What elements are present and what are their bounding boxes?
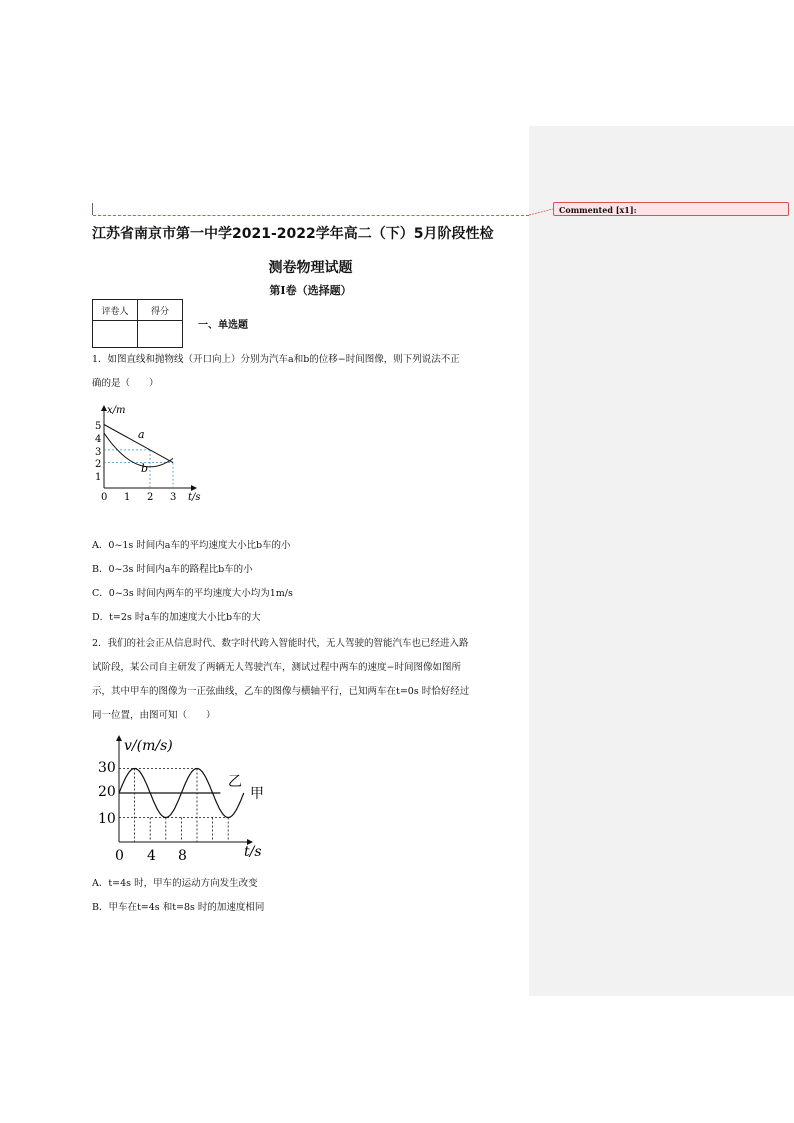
volume-heading: 第I卷（选择题） [269, 284, 352, 297]
q1-label-b: b [141, 462, 149, 475]
q1-x-tick-1: 1 [124, 492, 131, 503]
q2-option-b[interactable]: B．甲车在t=4s 和t=8s 时的加速度相同 [92, 902, 265, 913]
q2-x-tick-0: 0 [115, 848, 124, 864]
q1-chart [92, 402, 212, 506]
q2-stem-line3: 示，其中甲车的图像为一正弦曲线，乙车的图像与横轴平行，已知两车在t=0s 时恰好经过 [92, 686, 470, 697]
q2-y-tick-30: 30 [98, 760, 116, 776]
q1-y-tick-1: 1 [95, 472, 102, 483]
q1-x-tick-3: 3 [170, 492, 177, 503]
score-table-header-grader: 评卷人 [93, 300, 138, 321]
doc-title-line2: 测卷物理试题 [268, 260, 353, 276]
q1-y-tick-5: 5 [95, 421, 102, 432]
q1-ylabel: x/m [107, 405, 126, 416]
q1-x-tick-0: 0 [101, 492, 108, 503]
q2-x-tick-4: 4 [147, 848, 156, 864]
q1-label-a: a [138, 428, 145, 441]
q2-xlabel: t/s [244, 844, 262, 860]
q2-label-yi: 乙 [228, 774, 242, 790]
q2-stem-line1: 2．我们的社会正从信息时代、数字时代跨入智能时代，无人驾驶的智能汽车也已经进入路 [92, 638, 469, 649]
q1-option-b[interactable]: B．0~3s 时间内a车的路程比b车的小 [92, 564, 253, 575]
q2-stem-line4: 同一位置，由图可知（ ） [92, 710, 216, 721]
q1-option-c[interactable]: C．0~3s 时间内两车的平均速度大小均为1m/s [92, 588, 293, 599]
comment-connector-line [93, 215, 529, 216]
q2-ylabel: v/(m/s) [124, 738, 173, 754]
score-table-cell-score [138, 321, 183, 348]
q1-xlabel: t/s [188, 492, 201, 503]
q2-x-tick-8: 8 [178, 848, 187, 864]
doc-title: 江苏省南京市第一中学2021-2022学年高二（下）5月阶段性检 [92, 226, 494, 242]
q1-x-tick-2: 2 [147, 492, 154, 503]
q2-chart [92, 732, 272, 864]
q1-y-tick-4: 4 [95, 434, 102, 445]
comment-connector-end [529, 208, 553, 216]
score-table [92, 299, 183, 348]
section-heading: 一、单选题 [198, 320, 248, 331]
score-table-cell-grader [93, 321, 138, 348]
q2-y-tick-10: 10 [98, 811, 116, 827]
q2-label-jia: 甲 [250, 786, 264, 802]
q2-option-a[interactable]: A．t=4s 时，甲车的运动方向发生改变 [92, 878, 258, 889]
q1-y-tick-3: 3 [95, 447, 102, 458]
q1-stem-line1: 1．如图直线和抛物线（开口向上）分别为汽车a和b的位移−时间图像，则下列说法不正 [92, 354, 460, 365]
score-table-header-score: 得分 [138, 300, 183, 321]
margin-mark [92, 203, 93, 215]
comment-bubble[interactable]: Commented [x1]: [553, 202, 789, 216]
q1-stem-line2: 确的是（ ） [92, 378, 159, 389]
q2-stem-line2: 试阶段，某公司自主研发了两辆无人驾驶汽车，测试过程中两车的速度−时间图像如图所 [92, 662, 461, 673]
comment-pane [529, 126, 794, 996]
q1-option-a[interactable]: A．0~1s 时间内a车的平均速度大小比b车的小 [92, 540, 291, 551]
q2-y-tick-20: 20 [98, 784, 116, 800]
q1-y-tick-2: 2 [95, 459, 102, 470]
q1-option-d[interactable]: D．t=2s 时a车的加速度大小比b车的大 [92, 612, 261, 623]
